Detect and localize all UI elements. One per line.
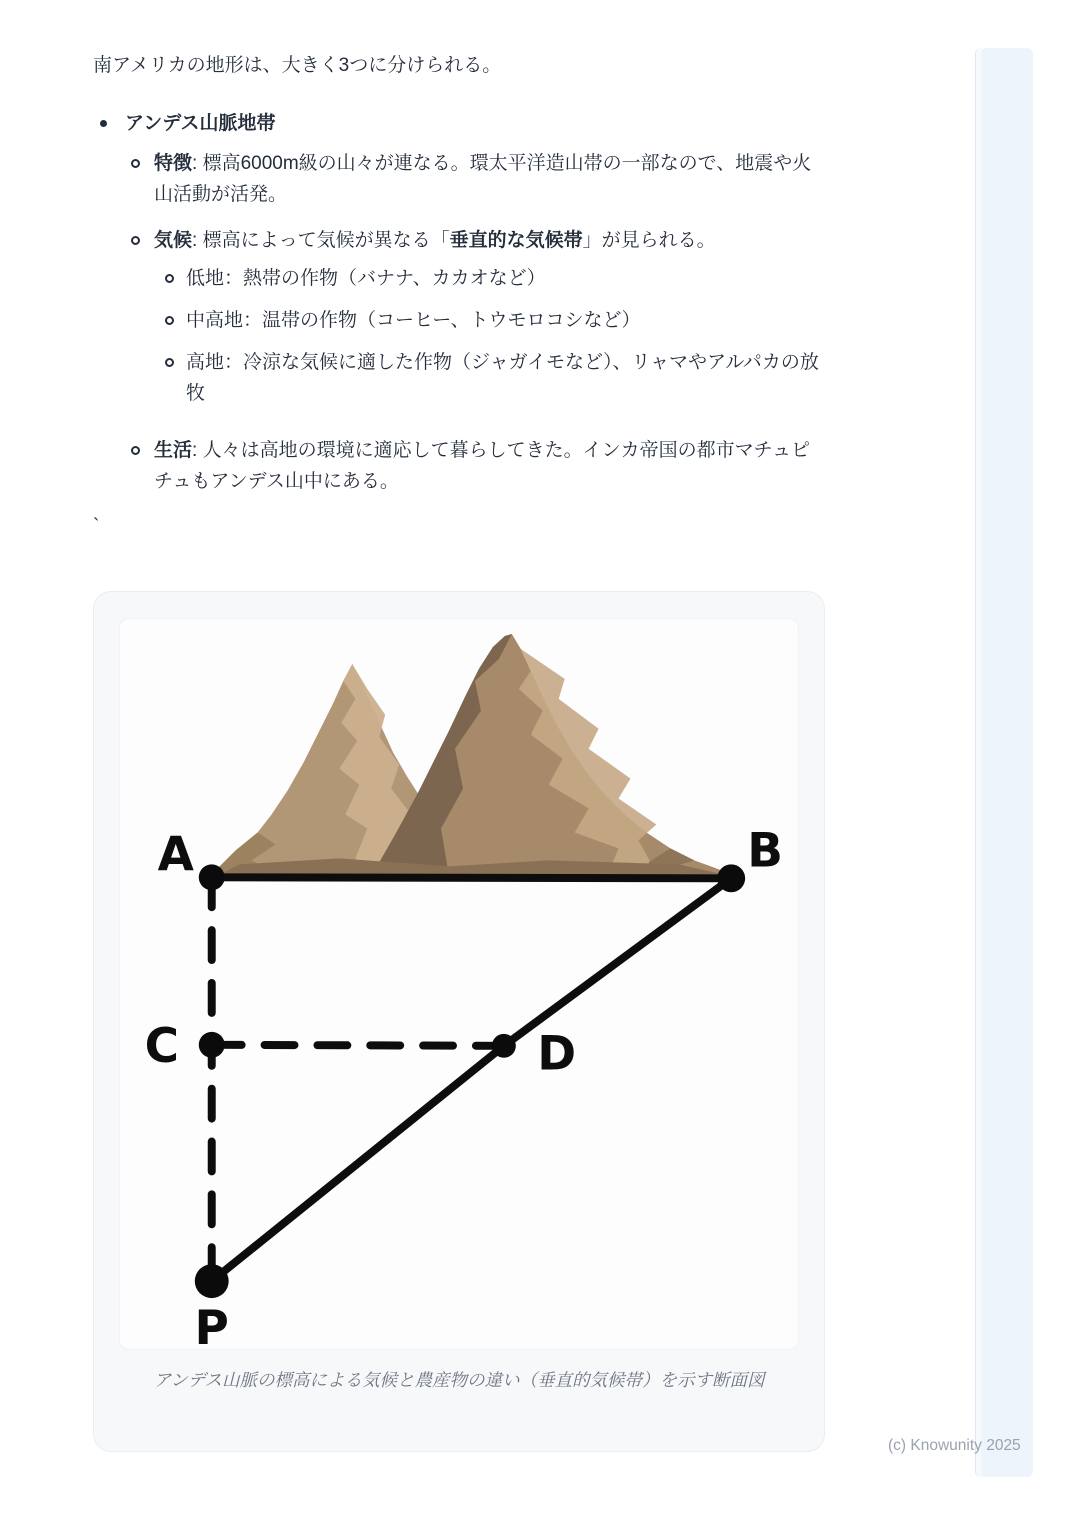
figure-card	[93, 591, 825, 1452]
figure-caption: アンデス山脈の標高による気候と農産物の違い（垂直的気候帯）を示す断面図	[153, 1370, 765, 1390]
dashed-line-CD	[212, 1045, 504, 1046]
cross-section-diagram	[120, 619, 798, 1349]
list-item-lowland	[93, 263, 825, 294]
list-item-highland	[93, 347, 825, 409]
climate-label: 気候	[154, 230, 193, 251]
feature-label: 特徴	[154, 153, 193, 174]
point-B	[717, 864, 745, 892]
list-item-feature	[93, 148, 825, 210]
stray-backtick: `	[93, 516, 100, 537]
feature-body: : 標高6000m級の山々が連なる。環太平洋造山帯の一部なので、地震や火山活動が活発。	[154, 153, 812, 205]
bullet-disc-icon	[100, 120, 107, 127]
line-BDP	[212, 878, 731, 1281]
list-item-andes	[93, 108, 825, 139]
list-item-midland	[93, 305, 825, 336]
line-AB	[212, 877, 731, 878]
label-D: D	[537, 1027, 577, 1082]
label-P: P	[194, 1301, 229, 1349]
bullet-circle-icon	[165, 274, 174, 283]
figure-image	[119, 618, 799, 1350]
point-P	[195, 1264, 229, 1298]
andes-heading: アンデス山脈地帯	[125, 113, 276, 134]
point-D	[492, 1034, 516, 1058]
copyright-text: (c) Knowunity 2025	[888, 1437, 1021, 1454]
zone-midland: 中高地：温帯の作物（コーヒー、トウモロコシなど）	[186, 310, 641, 331]
point-labels	[145, 824, 783, 1349]
list-item-climate	[93, 225, 825, 256]
bullet-circle-icon	[165, 358, 174, 367]
life-text	[154, 435, 814, 497]
climate-text	[154, 225, 716, 256]
zone-highland: 高地：冷涼な気候に適した作物（ジャガイモなど）、リャマやアルパカの放牧	[186, 352, 819, 404]
life-body: : 人々は高地の環境に適応して暮らしてきた。インカ帝国の都市マチュピチュもアンデス山中にある。	[154, 440, 811, 492]
bullet-circle-icon	[165, 316, 174, 325]
document-body	[93, 50, 825, 542]
zone-lowland: 低地：熱帯の作物（バナナ、カカオなど）	[186, 268, 546, 289]
point-A	[199, 864, 225, 890]
scrollbar-track[interactable]	[975, 48, 1033, 1477]
intro-paragraph: 南アメリカの地形は、大きく3つに分けられる。	[93, 55, 502, 76]
bullet-circle-icon	[131, 236, 140, 245]
bullet-circle-icon	[131, 446, 140, 455]
point-C	[199, 1032, 225, 1058]
label-A: A	[157, 828, 194, 883]
mountains-illustration	[210, 634, 736, 876]
climate-pre: : 標高によって気候が異なる「	[192, 230, 450, 251]
label-B: B	[747, 824, 783, 879]
feature-text	[154, 148, 814, 210]
climate-keyword: 垂直的な気候帯	[449, 230, 583, 251]
bullet-circle-icon	[131, 159, 140, 168]
list-item-life	[93, 435, 825, 497]
climate-post: 」が見られる。	[582, 230, 716, 251]
section-lines	[212, 877, 731, 1281]
life-label: 生活	[154, 440, 193, 461]
label-C: C	[144, 1019, 180, 1074]
